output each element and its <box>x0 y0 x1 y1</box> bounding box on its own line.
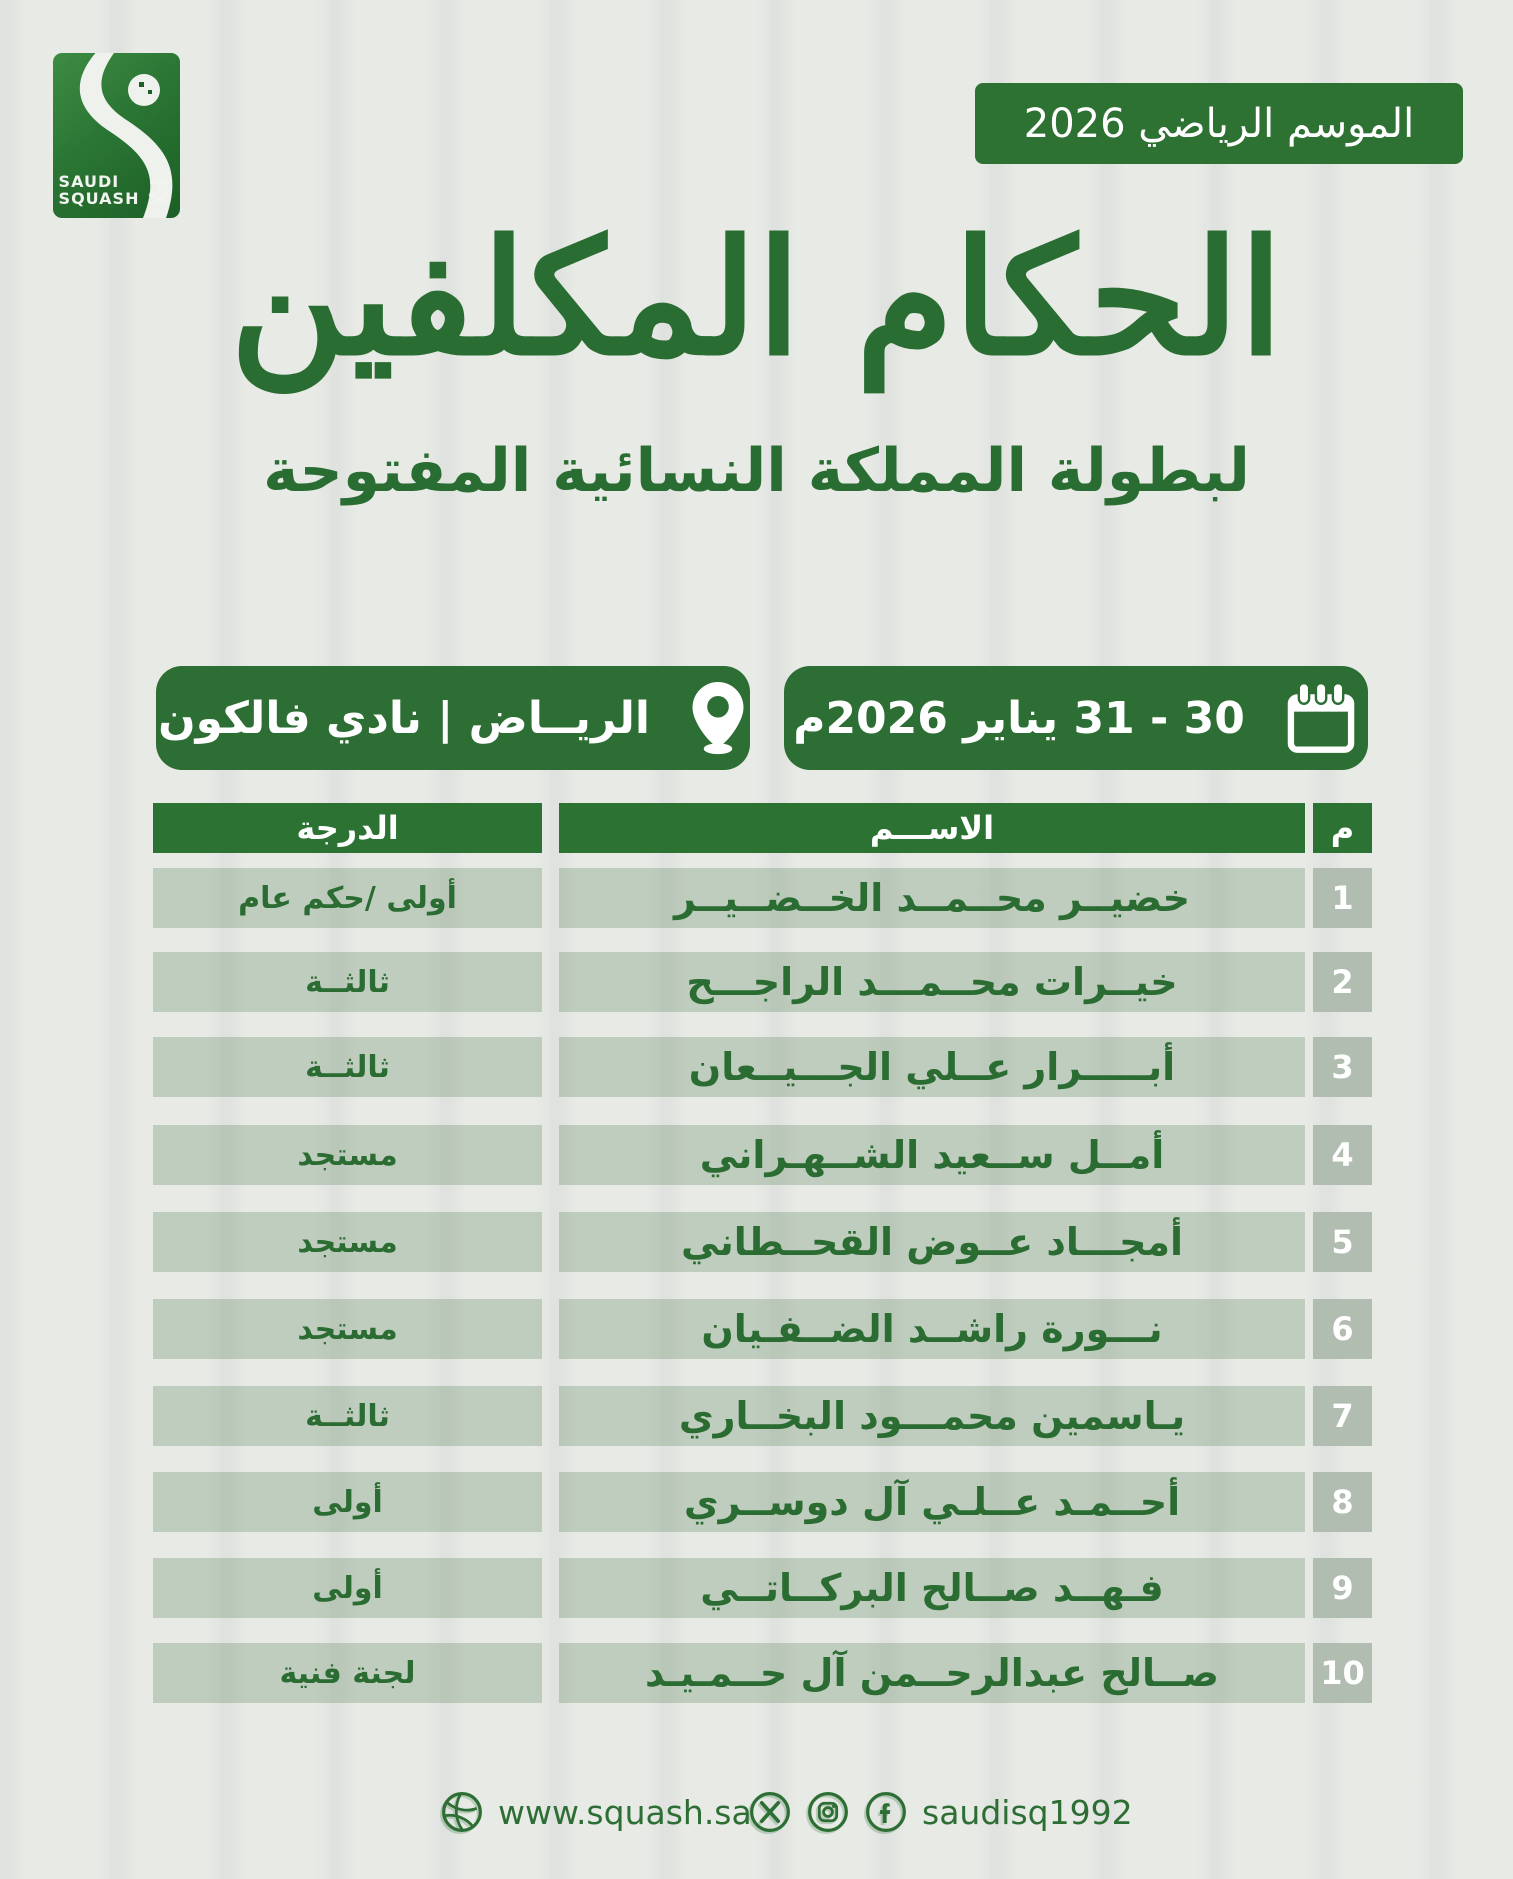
season-badge <box>975 83 1463 164</box>
row-degree: ثالثــة <box>153 1386 542 1446</box>
row-serial: 3 <box>1313 1037 1372 1097</box>
row-serial: 2 <box>1313 952 1372 1012</box>
row-serial: 7 <box>1313 1386 1372 1446</box>
facebook-icon <box>864 1790 908 1834</box>
row-name: نـــورة راشــد الضــفـيان <box>559 1299 1305 1359</box>
saudi-squash-logo <box>53 53 180 218</box>
logo-wordmark: SAUDI SQUASH <box>58 172 140 208</box>
row-degree: مستجد <box>153 1125 542 1185</box>
row-serial: 6 <box>1313 1299 1372 1359</box>
table-row <box>0 868 1513 928</box>
row-name: خضيــر محــمــد الخــضــيــر <box>559 868 1305 928</box>
row-name: أمجـــاد عــوض القحــطاني <box>559 1212 1305 1272</box>
social-handle: saudisq1992 <box>922 1792 1133 1832</box>
row-degree: ثالثــة <box>153 1037 542 1097</box>
season-badge-label: الموسم الرياضي 2026 <box>1023 100 1415 147</box>
row-serial: 5 <box>1313 1212 1372 1272</box>
row-name: يـاسمين محمـــود البخــاري <box>559 1386 1305 1446</box>
page-title: الحكام المكلفين <box>229 206 1284 391</box>
table-row <box>0 1643 1513 1703</box>
row-name: أحــمـد عــلـي آل دوســري <box>559 1472 1305 1532</box>
column-header-serial: م <box>1313 803 1372 853</box>
event-location: الريــاض | نادي فالكون <box>158 692 650 744</box>
row-degree: لجنة فنية <box>153 1643 542 1703</box>
footer-website <box>440 1789 752 1835</box>
row-name: أمــل ســعيد الشــهـراني <box>559 1125 1305 1185</box>
column-header-name: الاســـم <box>559 803 1305 853</box>
row-name: فـهــد صــالح البركــاتــي <box>559 1558 1305 1618</box>
date-pill <box>784 666 1368 770</box>
x-twitter-icon <box>748 1790 792 1834</box>
table-row <box>0 1386 1513 1446</box>
row-serial: 8 <box>1313 1472 1372 1532</box>
table-row <box>0 952 1513 1012</box>
row-degree: أولى /حكم عام <box>153 868 542 928</box>
row-degree: ثالثــة <box>153 952 542 1012</box>
row-degree: أولى <box>153 1558 542 1618</box>
row-serial: 10 <box>1313 1643 1372 1703</box>
row-serial: 9 <box>1313 1558 1372 1618</box>
location-pill <box>156 666 750 770</box>
instagram-icon <box>806 1790 850 1834</box>
row-name: صــالح عبدالرحــمن آل حــمـيـد <box>559 1643 1305 1703</box>
column-header-degree: الدرجة <box>153 803 542 853</box>
row-degree: أولى <box>153 1472 542 1532</box>
calendar-icon <box>1283 680 1359 756</box>
row-name: أبـــــرار عــلي الجـــيــعان <box>559 1037 1305 1097</box>
row-name: خيــرات محــمـــد الراجـــح <box>559 952 1305 1012</box>
footer-social <box>748 1789 1133 1835</box>
location-pin-icon <box>688 680 748 756</box>
row-serial: 1 <box>1313 868 1372 928</box>
table-row <box>0 1212 1513 1272</box>
page-subtitle: لبطولة المملكة النسائية المفتوحة <box>263 436 1250 506</box>
row-serial: 4 <box>1313 1125 1372 1185</box>
table-row <box>0 1299 1513 1359</box>
website-globe-icon <box>440 1790 484 1834</box>
table-row <box>0 1472 1513 1532</box>
row-degree: مستجد <box>153 1299 542 1359</box>
table-row <box>0 1558 1513 1618</box>
event-date: 30 - 31 يناير 2026م <box>793 692 1245 744</box>
table-row <box>0 1125 1513 1185</box>
row-degree: مستجد <box>153 1212 542 1272</box>
website-url: www.squash.sa <box>498 1792 752 1832</box>
table-row <box>0 1037 1513 1097</box>
